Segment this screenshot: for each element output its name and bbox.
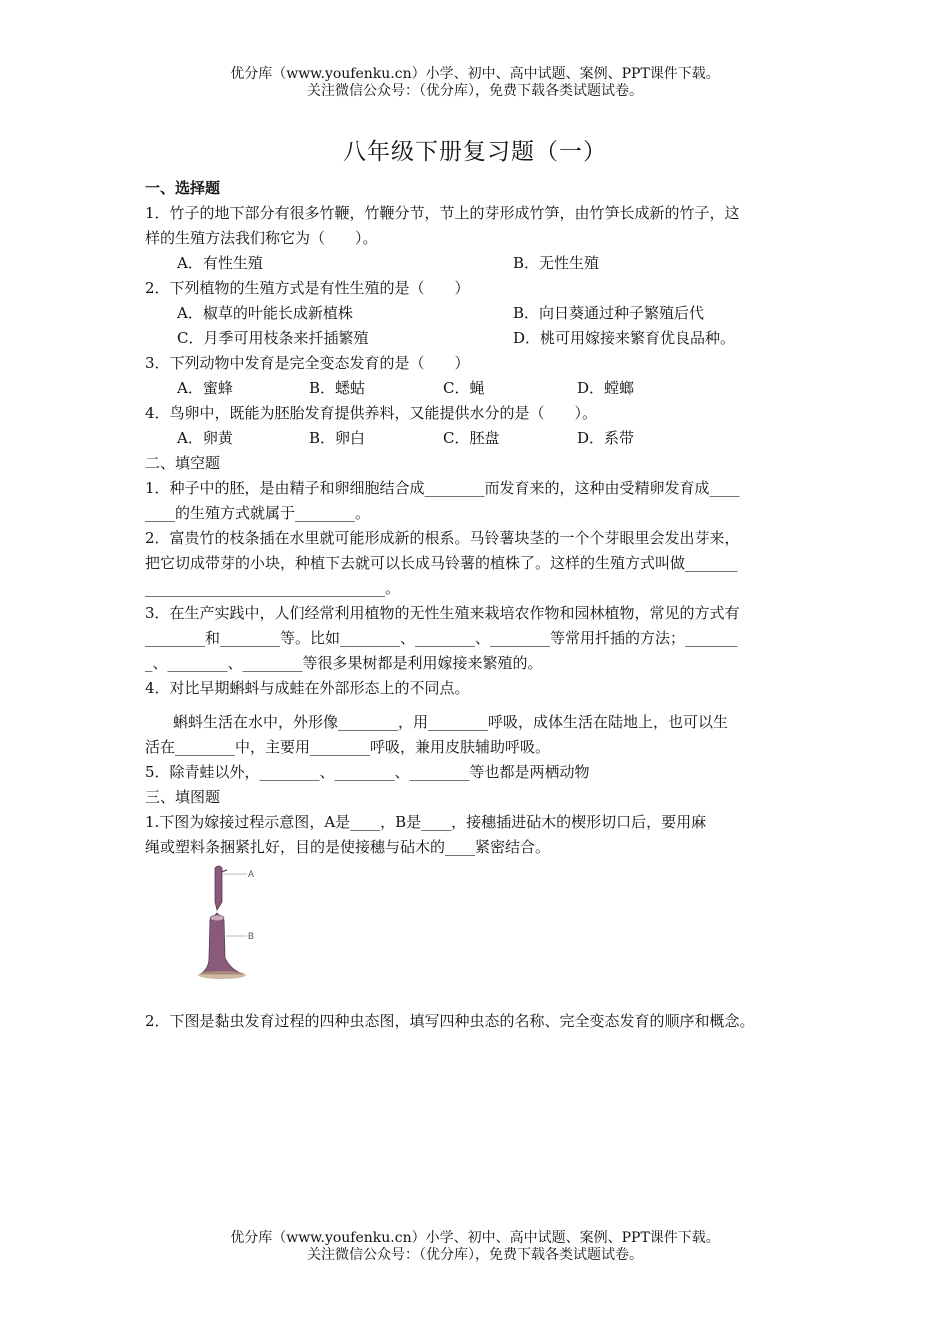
s1-q4-option-d: D．系带 [577,429,635,447]
s2-q2-line2: 把它切成带芽的小块，种植下去就可以长成马铃薯的植株了。这样的生殖方式叫做_______ [145,554,738,572]
s1-q2-option-c: C．月季可用枝条来扦插繁殖 [177,329,369,347]
section-2-heading: 二、填空题 [145,454,221,472]
s1-q4-option-b: B．卵白 [309,429,366,447]
s2-q4-line2: 蝌蚪生活在水中，外形像________，用________呼吸，成体生活在陆地上，也可以生 [173,713,729,731]
s1-q2-stem: 2．下列植物的生殖方式是有性生殖的是（ ） [145,279,470,297]
s1-q2-options-ab [145,301,815,326]
s1-q3-stem: 3．下列动物中发育是完全变态发育的是（ ） [145,354,470,372]
label-a: A [248,869,255,879]
s2-q4-line1: 4．对比早期蝌蚪与成蛙在外部形态上的不同点。 [145,679,470,697]
s1-q2-option-b: B．向日葵通过种子繁殖后代 [513,304,705,322]
s3-q1-line2: 绳或塑料条捆紧扎好，目的是使接穗与砧木的____紧密结合。 [145,838,551,856]
s1-q1-option-b: B．无性生殖 [513,254,600,272]
scion-shape [215,866,222,910]
s2-q3-line2: ________和________等。比如________、________、________等常用扦插的方法；_______ [145,629,738,647]
s2-q2-line3: ________________________________。 [145,579,401,597]
rootstock-shape [201,913,243,974]
s2-q5-line1: 5．除青蛙以外，________、________、________等也都是两栖动物 [145,763,590,781]
s2-q4-line3: 活在________中，主要用________呼吸，兼用皮肤辅助呼吸。 [145,738,551,756]
grafting-illustration [195,858,275,988]
s1-q4-options [145,426,815,451]
s1-q4-option-c: C．胚盘 [443,429,500,447]
s2-q3-line1: 3．在生产实践中，人们经常利用植物的无性生殖来栽培农作物和园林植物，常见的方式有 [145,604,740,622]
exam-content [145,176,815,860]
page-title: 八年级下册复习题（一） [343,139,607,165]
s1-q3-option-a: A．蜜蜂 [177,379,233,397]
s1-q3-option-c: C．蝇 [443,379,485,397]
s1-q4-option-a: A．卵黄 [177,429,233,447]
s1-q2-option-a: A．椒草的叶能长成新植株 [177,304,353,322]
grafting-diagram [195,858,275,988]
s1-q1-options [145,251,815,276]
label-b: B [248,931,255,941]
s1-q4-stem: 4．鸟卵中，既能为胚胎发育提供养料，又能提供水分的是（ ）。 [145,404,598,422]
s1-q3-option-b: B．蟋蛄 [309,379,366,397]
rootstock-cut [210,915,224,921]
header-line-1: 优分库（www.youfenku.cn）小学、初中、高中试题、案例、PPT课件下载。 [230,66,720,82]
s3-q1-line1: 1.下图为嫁接过程示意图，A是____，B是____，接穗插进砧木的楔形切口后，要用麻 [145,813,707,831]
section-1-heading: 一、选择题 [145,179,221,197]
s2-q2-line1: 2．富贵竹的枝条插在水里就可能形成新的根系。马铃薯块茎的一个个芽眼里会发出芽来， [145,529,740,547]
section-3-heading: 三、填图题 [145,788,221,806]
s3-q2-line1: 2．下图是黏虫发育过程的四种虫态图，填写四种虫态的名称、完全变态发育的顺序和概念。 [145,1012,755,1030]
s1-q3-option-d: D．螳螂 [577,379,635,397]
footer-line-1: 优分库（www.youfenku.cn）小学、初中、高中试题、案例、PPT课件下载。 [230,1230,720,1246]
footer-line-2: 关注微信公众号：（优分库），免费下载各类试题试卷。 [307,1247,643,1263]
s2-q3-line3: _、________、________等很多果树都是利用嫁接来繁殖的。 [145,654,543,672]
s2-q1-line2: ____的生殖方式就属于________。 [145,504,371,522]
s1-q2-options-cd [145,326,815,351]
header-line-2: 关注微信公众号：（优分库），免费下载各类试题试卷。 [307,83,643,99]
s1-q3-options [145,376,815,401]
s1-q2-option-d: D．桃可用嫁接来繁育优良品种。 [513,329,736,347]
s1-q1-line2: 样的生殖方法我们称它为（ ）。 [145,229,378,247]
s1-q1-line1: 1．竹子的地下部分有很多竹鞭，竹鞭分节，节上的芽形成竹笋，由竹笋长成新的竹子，这 [145,204,740,222]
ground-shadow [198,971,246,979]
s2-q1-line1: 1．种子中的胚，是由精子和卵细胞结合成________而发育来的，这种由受精卵发育成____ [145,479,740,497]
page-footer [0,1230,950,1264]
s1-q1-option-a: A．有性生殖 [177,254,263,272]
page-header [0,66,950,100]
